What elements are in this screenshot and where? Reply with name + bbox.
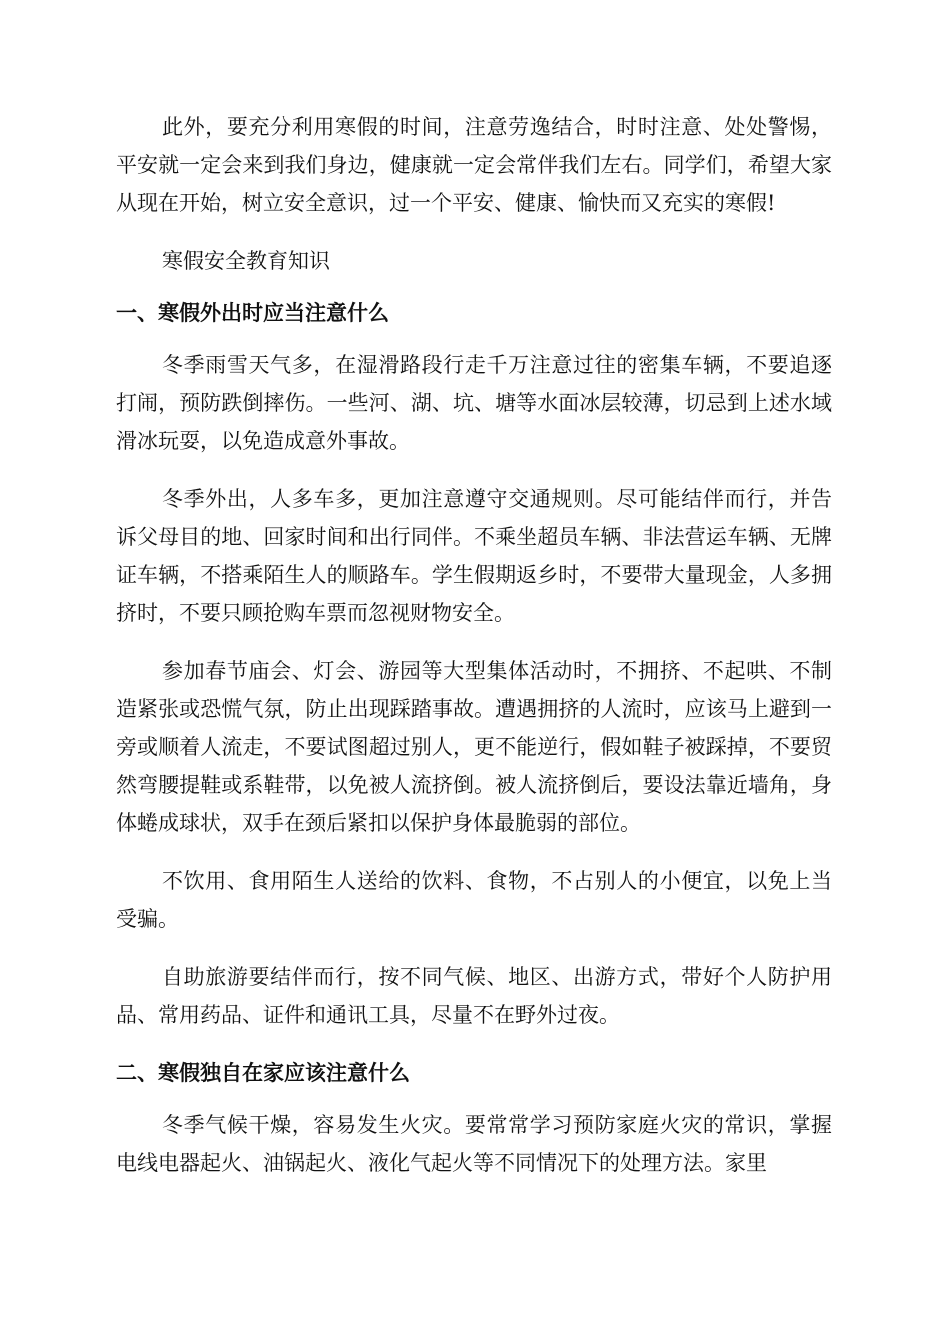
document-subtitle: 寒假安全教育知识 (162, 249, 330, 273)
section1-paragraph-4: 不饮用、食用陌生人送给的饮料、食物，不占别人的小便宜，以免上当受骗。 (116, 869, 832, 931)
document-page (116, 108, 832, 1202)
section2-heading: 二、寒假独自在家应该注意什么 (116, 1061, 410, 1085)
section1-paragraph-2: 冬季外出，人多车多，更加注意遵守交通规则。尽可能结伴而行，并告诉父母目的地、回家时间和出行同伴。不乘坐超员车辆、非法营运车辆、无牌证车辆，不搭乘陌生人的顺路车。学生假期返乡时，不要带大量现金，人多拥挤时，不要只顾抢购车票而忽视财物安全。 (116, 487, 832, 625)
section1-heading: 一、寒假外出时应当注意什么 (116, 301, 389, 325)
section1-paragraph-5: 自助旅游要结伴而行，按不同气候、地区、出游方式，带好个人防护用品、常用药品、证件和通讯工具，尽量不在野外过夜。 (116, 965, 832, 1027)
intro-paragraph: 此外，要充分利用寒假的时间，注意劳逸结合，时时注意、处处警惕，平安就一定会来到我们身边，健康就一定会常伴我们左右。同学们，希望大家从现在开始，树立安全意识，过一个平安、健康、愉快而又充实的寒假! (116, 115, 832, 215)
section1-paragraph-1: 冬季雨雪天气多，在湿滑路段行走千万注意过往的密集车辆，不要追逐打闹，预防跌倒摔伤。一些河、湖、坑、塘等水面冰层较薄，切忌到上述水域滑冰玩耍，以免造成意外事故。 (116, 353, 832, 453)
section1-paragraph-3: 参加春节庙会、灯会、游园等大型集体活动时，不拥挤、不起哄、不制造紧张或恐慌气氛，防止出现踩踏事故。遭遇拥挤的人流时，应该马上避到一旁或顺着人流走，不要试图超过别人，更不能逆行，假如鞋子被踩掉，不要贸然弯腰提鞋或系鞋带，以免被人流挤倒。被人流挤倒后，要设法靠近墙角，身体蜷成球状，双手在颈后紧扣以保护身体最脆弱的部位。 (116, 659, 832, 835)
section2-paragraph-1: 冬季气候干燥，容易发生火灾。要常常学习预防家庭火灾的常识，掌握电线电器起火、油锅起火、液化气起火等不同情况下的处理方法。家里 (116, 1113, 832, 1175)
